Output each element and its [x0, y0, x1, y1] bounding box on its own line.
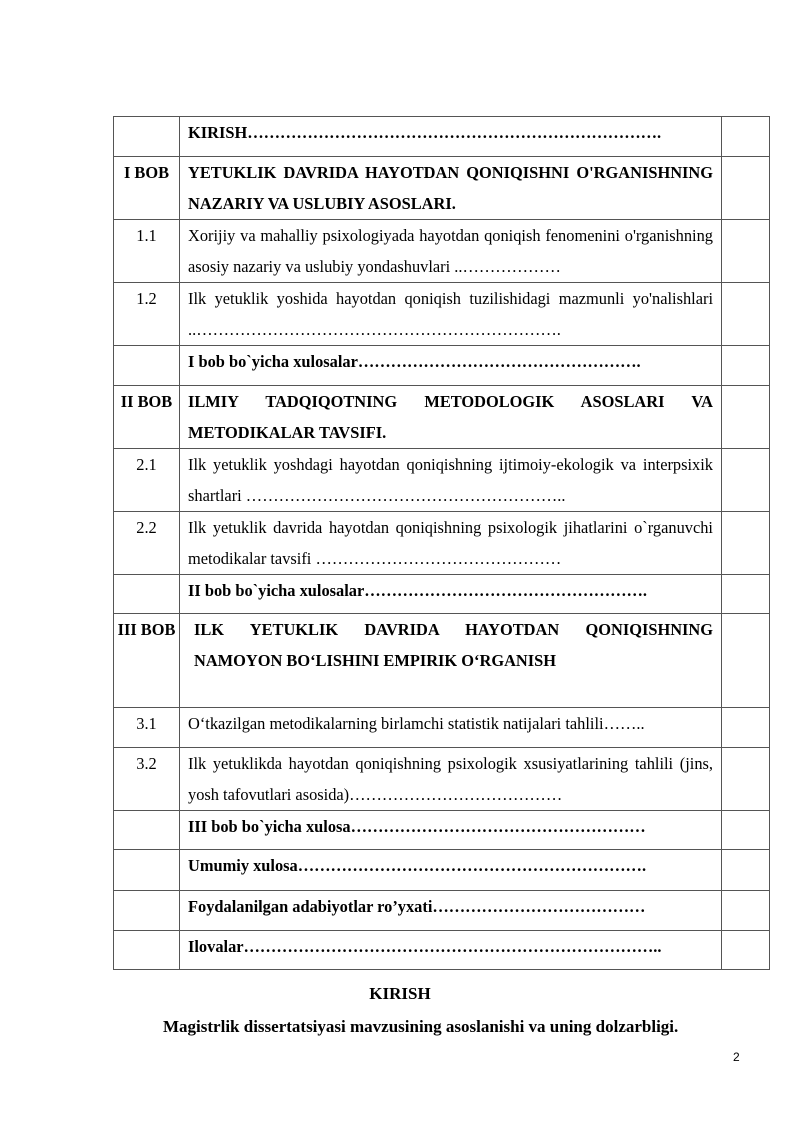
toc-row-2-2 [114, 512, 770, 575]
toc-row-title: Ilk yetuklik davrida hayotdan qoniqishning psixologik jihatlarini o`rganuvchi metodikalar tavsifi ……………………………………… [180, 512, 722, 575]
toc-row-kirish [114, 117, 770, 157]
toc-row-title: ILMIY TADQIQOTNING METODOLOGIK ASOSLARI VA METODIKALAR TAVSIFI. [180, 386, 722, 449]
toc-row-number: 3.2 [114, 748, 180, 811]
toc-row-page-cell [722, 449, 770, 512]
toc-row-number [114, 575, 180, 614]
toc-row-title: O‘tkazilgan metodikalarning birlamchi statistik natijalari tahlili…….. [180, 708, 722, 748]
toc-row-chapter-1-conclusions [114, 346, 770, 386]
toc-row-page-cell [722, 512, 770, 575]
toc-row-page-cell [722, 748, 770, 811]
toc-row-title: Ilk yetuklik yoshida hayotdan qoniqish tuzilishidagi mazmunli yo'nalishlari ..…………………………………………………………. [180, 283, 722, 346]
toc-row-chapter-1 [114, 157, 770, 220]
toc-row-number: 1.2 [114, 283, 180, 346]
toc-row-page-cell [722, 117, 770, 157]
toc-row-title: Ilk yetuklikda hayotdan qoniqishning psixologik xsusiyatlarining tahlili (jins, yosh tafovutlari asosida)………………………………… [180, 748, 722, 811]
toc-row-page-cell [722, 891, 770, 931]
toc-row-chapter-2 [114, 386, 770, 449]
toc-row-page-cell [722, 386, 770, 449]
section-subheading: Magistrlik dissertatsiyasi mavzusining asoslanishi va uning dolzarbligi. [163, 1017, 679, 1036]
toc-row-page-cell [722, 346, 770, 386]
toc-row-title: Xorijiy va mahalliy psixologiyada hayotdan qoniqish fenomenini o'rganishning asosiy nazariy va uslubiy yondashuvlari ..……………… [180, 220, 722, 283]
toc-row-chapter-3-conclusion [114, 811, 770, 850]
toc-row-general-conclusion [114, 850, 770, 891]
toc-row-page-cell [722, 283, 770, 346]
toc-row-number: 2.2 [114, 512, 180, 575]
toc-row-2-1 [114, 449, 770, 512]
toc-row-number: III BOB [114, 614, 180, 708]
toc-row-1-2 [114, 283, 770, 346]
toc-row-page-cell [722, 931, 770, 970]
toc-row-title: III bob bo`yicha xulosa……………………………………………… [180, 811, 722, 850]
toc-row-references [114, 891, 770, 931]
toc-row-number [114, 811, 180, 850]
toc-row-title: KIRISH…………………………………………………………………. [180, 117, 722, 157]
toc-row-page-cell [722, 220, 770, 283]
toc-row-3-2 [114, 748, 770, 811]
toc-row-title: Foydalanilgan adabiyotlar ro’yxati………………………………… [180, 891, 722, 931]
toc-row-number [114, 117, 180, 157]
toc-row-appendices [114, 931, 770, 970]
toc-row-page-cell [722, 575, 770, 614]
toc-row-page-cell [722, 850, 770, 891]
table-of-contents [113, 116, 770, 970]
toc-row-title: Ilk yetuklik yoshdagi hayotdan qoniqishning ijtimoiy-ekologik va interpsixik shartlari ………………………………………………….. [180, 449, 722, 512]
toc-row-title: I bob bo`yicha xulosalar……………………………………………. [180, 346, 722, 386]
toc-row-number: 1.1 [114, 220, 180, 283]
section-heading: KIRISH [369, 984, 431, 1003]
toc-row-number: 3.1 [114, 708, 180, 748]
toc-row-page-cell [722, 811, 770, 850]
toc-row-chapter-3 [114, 614, 770, 708]
toc-row-number: I BOB [114, 157, 180, 220]
toc-row-number: 2.1 [114, 449, 180, 512]
toc-row-number [114, 931, 180, 970]
toc-row-title: ILK YETUKLIK DAVRIDA HAYOTDAN QONIQISHNING NAMOYON BO‘LISHINI EMPIRIK O‘RGANISH [180, 614, 722, 708]
toc-row-number: II BOB [114, 386, 180, 449]
toc-row-title: II bob bo`yicha xulosalar……………………………………………. [180, 575, 722, 614]
toc-row-page-cell [722, 708, 770, 748]
toc-row-1-1 [114, 220, 770, 283]
toc-row-page-cell [722, 157, 770, 220]
toc-row-3-1 [114, 708, 770, 748]
toc-row-title: YETUKLIK DAVRIDA HAYOTDAN QONIQISHNI O'RGANISHNING NAZARIY VA USLUBIY ASOSLARI. [180, 157, 722, 220]
toc-row-page-cell [722, 614, 770, 708]
toc-row-number [114, 850, 180, 891]
page-number: 2 [733, 1050, 740, 1064]
toc-row-title: Ilovalar………………………………………………………………….. [180, 931, 722, 970]
toc-row-chapter-2-conclusions [114, 575, 770, 614]
toc-row-number [114, 891, 180, 931]
toc-row-number [114, 346, 180, 386]
toc-row-title: Umumiy xulosa………………………………………………………. [180, 850, 722, 891]
